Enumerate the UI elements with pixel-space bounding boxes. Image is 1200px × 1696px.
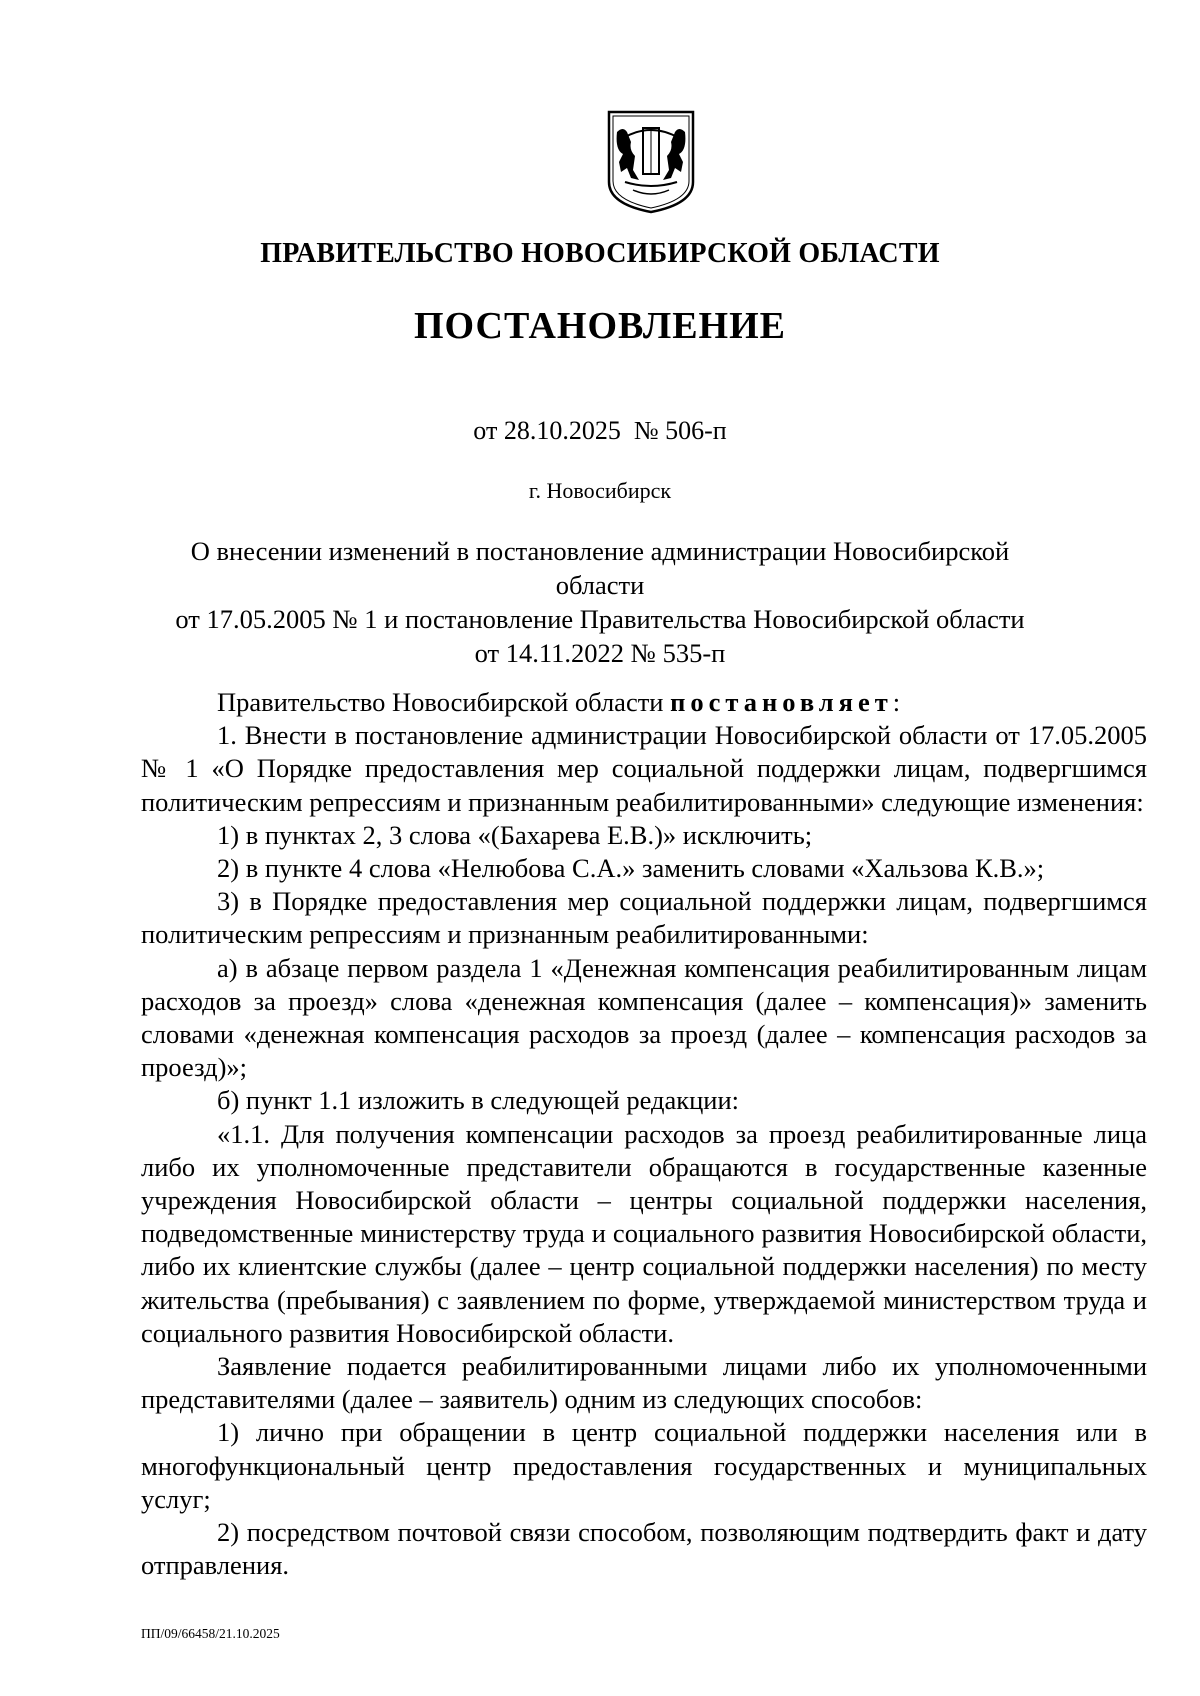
footer-code: ПП/09/66458/21.10.2025 (141, 1626, 280, 1641)
preamble (141, 686, 1147, 719)
preamble-keyword: постановляет (670, 687, 893, 717)
subject-line: от 17.05.2005 № 1 и постановление Правительства Новосибирской области (175, 604, 1025, 634)
paragraph: Заявление подается реабилитированными лицами либо их уполномоченными представителями (далее – заявитель) одним из следующих способов: (141, 1351, 1147, 1415)
paragraph: «1.1. Для получения компенсации расходов за проезд реабилитированные лица либо их уполномоченные представители обращаются в государственные казенные учреждения Новосибирской области – центры социальной поддержки населения, подведомственные министерству труда и социального развития Новосибирской области, либо их клиентские службы (далее – центр социальной поддержки населения) по месту жительства (пребывания) с заявлением по форме, утверждаемой министерством труда и социального развития Новосибирской области. (141, 1118, 1147, 1348)
subject-line: О внесении изменений в постановление администрации Новосибирской области (190, 536, 1010, 600)
document-city: г. Новосибирск (528, 478, 672, 503)
paragraph: 1. Внести в постановление администрации Новосибирской области от 17.05.2005 № 1 «О Порядке предоставления мер социальной поддержки лицам, подвергшимся политическим репрессиям и признанным реабилитированными» следующие изменения: (141, 720, 1147, 817)
paragraph: 2) посредством почтовой связи способом, позволяющим подтвердить факт и дату отправления. (141, 1517, 1147, 1581)
paragraph: а) в абзаце первом раздела 1 «Денежная компенсация реабилитированным лицам расходов за проезд» слова «денежная компенсация (далее – компенсация)» заменить словами «денежная компенсация расходов за проезд (далее – компенсация расходов за проезд)»; (141, 952, 1147, 1083)
document-type: ПОСТАНОВЛЕНИЕ (413, 305, 787, 347)
document-body (141, 686, 1147, 1582)
document-subject (150, 534, 1050, 670)
preamble-text: Правительство Новосибирской области (217, 687, 671, 717)
document-date-number: от 28.10.2025 № 506-п (473, 416, 727, 445)
paragraph: 1) в пунктах 2, 3 слова «(Бахарева Е.В.)» исключить; (217, 819, 813, 850)
paragraph: 3) в Порядке предоставления мер социальной поддержки лицам, подвергшимся политическим репрессиям и признанным реабилитированными: (141, 886, 1147, 950)
paragraph: б) пункт 1.1 изложить в следующей редакции: (217, 1085, 740, 1116)
paragraph: 2) в пункте 4 слова «Нелюбова С.А.» заменить словами «Хальзова К.В.»; (217, 853, 1045, 884)
paragraph: 1) лично при обращении в центр социальной поддержки населения или в многофункциональный центр предоставления государственных и муниципальных услуг; (141, 1417, 1147, 1514)
organization-title: ПРАВИТЕЛЬСТВО НОВОСИБИРСКОЙ ОБЛАСТИ (260, 238, 940, 269)
coat-of-arms-icon (603, 108, 699, 214)
preamble-colon: : (892, 687, 901, 717)
subject-line: от 14.11.2022 № 535-п (474, 638, 726, 668)
